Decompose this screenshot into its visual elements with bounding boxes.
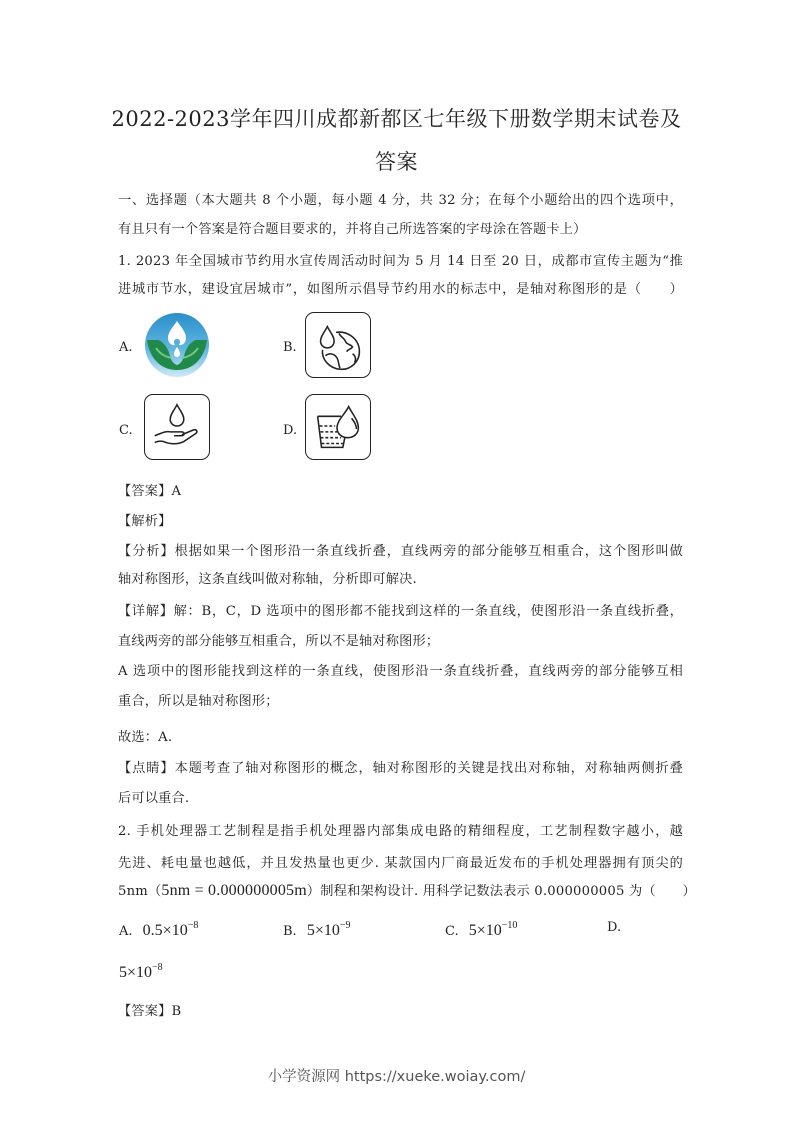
q1-option-b-label: B. — [283, 340, 297, 355]
q1-xiangjie-line1: 【详解】解：B，C，D 选项中的图形都不能找到这样的一条直线，使图形沿一条直线折叠， — [118, 604, 683, 619]
q1-fenxi-line1: 【分析】根据如果一个图形沿一条直线折叠，直线两旁的部分能够互相重合，这个图形叫做 — [118, 544, 683, 559]
q1-xiangjie-line3: A 选项中的图形能找到这样的一条直线，使图形沿一条直线折叠，直线两旁的部分能够互相 — [118, 664, 683, 679]
question2-stem-line1: 2. 手机处理器工艺制程是指手机处理器内部集成电路的精细程度，工艺制程数字越小，越 — [118, 824, 683, 839]
q2-option-a — [119, 920, 198, 940]
q2-option-b-exp: −9 — [339, 920, 351, 931]
q2-option-a-base: 0.5×10 — [142, 922, 188, 939]
q2-option-b-label: B. — [283, 924, 297, 939]
document-title-line1: 2022-2023学年四川成都新都区七年级下册数学期末试卷及 — [111, 107, 682, 131]
drop-cup-icon — [305, 394, 371, 460]
q1-option-c-label: C. — [119, 423, 133, 438]
drop-earth-icon — [305, 312, 371, 378]
q2-answer: 【答案】B — [118, 1004, 182, 1019]
question2-stem-line3 — [118, 880, 696, 900]
q1-option-d-label: D. — [283, 423, 298, 438]
q1-answer: 【答案】A — [118, 484, 182, 499]
q2-option-d-value — [119, 962, 163, 982]
q1-option-a-label: A. — [119, 340, 133, 355]
q2-option-d-label: D. — [607, 920, 622, 935]
q1-dianjing-line2: 后可以重合. — [118, 791, 190, 806]
question1-stem-line1: 1. 2023 年全国城市节约用水宣传周活动时间为 5 月 14 日至 20 日，成都市宣传主题为“推 — [118, 254, 683, 269]
q2-option-a-exp: −8 — [187, 920, 199, 931]
q2-stem-math: 5nm = 0.000000005m — [161, 882, 307, 899]
footer-watermark: 小学资源网 https://xueke.woiay.com/ — [267, 1069, 526, 1085]
q2-option-b-base: 5×10 — [306, 922, 340, 939]
question2-stem-line2: 先进、耗电量也越低，并且发热量也更少. 某款国内厂商最近发布的手机处理器拥有顶尖的 — [118, 856, 683, 871]
drop-hand-icon — [144, 394, 210, 460]
question1-stem-line2: 进城市节水，建设宜居城市”，如图所示倡导节约用水的标志中，是轴对称图形的是（ ） — [118, 282, 683, 297]
water-saving-logo-icon — [144, 312, 210, 378]
section-header-line2: 有且只有一个答案是符合题目要求的，并将自己所选答案的字母涂在答题卡上） — [118, 222, 587, 237]
q1-fenxi-line2: 轴对称图形，这条直线叫做对称轴，分析即可解决. — [118, 572, 417, 587]
document-title-line2: 答案 — [375, 150, 418, 174]
q2-option-a-label: A. — [119, 924, 133, 939]
q1-xiangjie-line4: 重合，所以是轴对称图形； — [118, 694, 279, 709]
q2-option-c-exp: −10 — [501, 920, 518, 931]
q2-option-d-base: 5×10 — [119, 964, 153, 981]
section-header-line1: 一、选择题（本大题共 8 个小题，每小题 4 分，共 32 分；在每个小题给出的四个选项中， — [118, 193, 683, 208]
q2-option-c-base: 5×10 — [468, 922, 502, 939]
q1-analysis-header: 【解析】 — [118, 514, 172, 529]
q1-final-choice: 故选：A. — [118, 730, 173, 745]
q2-option-b — [283, 920, 351, 940]
q2-option-c-label: C. — [445, 924, 459, 939]
q1-dianjing-line1: 【点睛】本题考查了轴对称图形的概念，轴对称图形的关键是找出对称轴，对称轴两侧折叠 — [118, 761, 683, 776]
q2-option-d-exp: −8 — [152, 962, 163, 973]
q1-xiangjie-line2: 直线两旁的部分能够互相重合，所以不是轴对称图形； — [118, 634, 440, 649]
q2-option-c — [445, 920, 517, 940]
q2-stem-suffix: ）制程和架构设计. 用科学记数法表示 0.000000005 为（ ） — [306, 884, 696, 899]
q2-stem-prefix: 5nm（ — [118, 884, 162, 899]
